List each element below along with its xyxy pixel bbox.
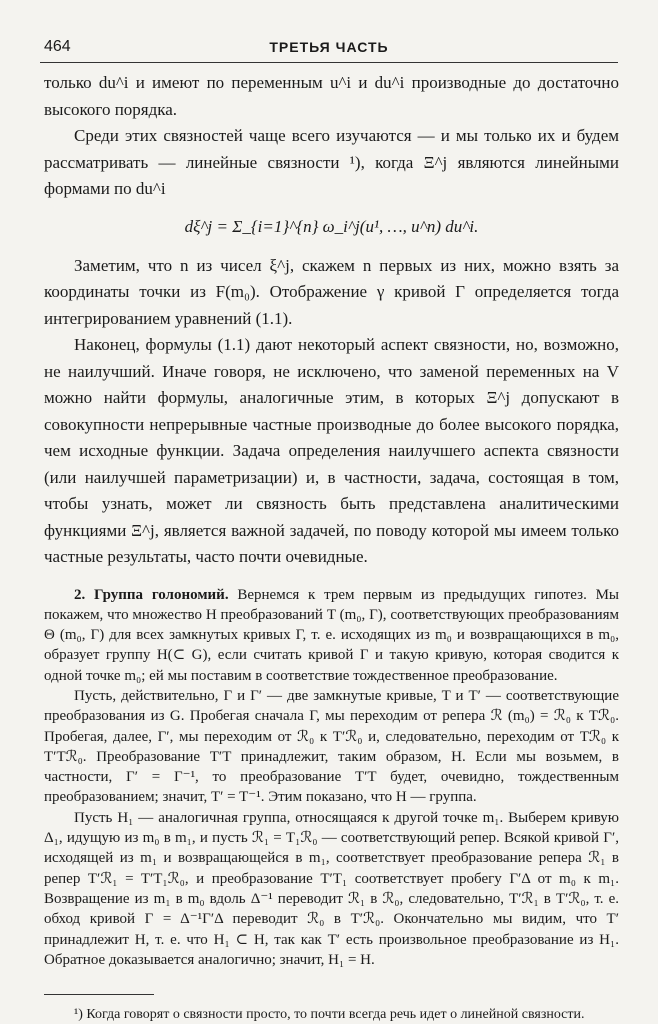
paragraph-1: только du^i и имеют по переменным u^i и du^i производные до достаточно высокого порядка. (44, 73, 619, 119)
paragraph-4: Наконец, формулы (1.1) дают некоторый аспект связности, но, возможно, не наилучший. Иначе говоря, не исключено, что заменой переменных на V можно найти формулы, аналогичные этим, в которых Ξ^j допускают в совокупности непрерывные частные производные до более высокого порядка, чем исходные функции. Задача определения наилучшего аспекта связности (или наилучшей параметризации) и, в частности, задача, состоящая в том, чтобы узнать, может ли связность быть представлена аналитическими функциями Ξ^j, является важной задачей, по поводу которой мы имеем только частные результаты, часто почти очевидные. (44, 335, 619, 566)
section-gap (44, 571, 619, 585)
section-paragraph-2: Пусть, действительно, Γ и Γ′ — две замкнутые кривые, T и T′ — соответствующие преобразования из G. Пробегая сначала Γ, мы переходим от репера ℛ (m₀) = ℛ₀ к Tℛ₀. Пробегая, далее, Γ′, мы переходим от ℛ₀ к T′ℛ₀ и, следовательно, переходим от Tℛ₀ к T′Tℛ₀. Преобразование T′T принадлежит, таким образом, H. Если мы возьмем, в частности, Γ′ = Γ⁻¹, то преобразование T′T будет, очевидно, тождественным преобразованием; значит, T′ = T⁻¹. Этим показано, что H — группа. (44, 687, 619, 806)
footnote: ¹) Когда говорят о связности просто, то почти всегда речь идет о линейной связности. (74, 1007, 585, 1023)
formula: dξ^j = Σ_{i=1}^{n} ω_i^j(u¹, …, u^n) du^i. (184, 216, 479, 236)
paragraph-3: Заметим, что n из чисел ξ^j, скажем n первых из них, можно взять за координаты точки из F(m₀). Отображение γ кривой Γ определяется тогда интегрированием уравнений (1.1). (44, 255, 619, 328)
page-number: 464 (44, 38, 71, 55)
section-paragraph-1 (44, 585, 619, 686)
section-heading: 2. Группа голономий. (74, 586, 229, 603)
page-header (40, 38, 618, 58)
section-text-1: Вернемся к трем первым из предыдущих гипотез. Мы покажем, что множество H преобразований T (m₀, Γ), соответствующих преобразованиям Θ (m₀, Γ) для всех замкнутых кривых Γ, т. е. исходящих из m₀ и возвращающихся в m₀, образует группу H(⊂ G), если считать кривой Γ и такую кривую, которая сводится к одной точке m₀; ей мы поставим в соответствие тождественное преобразование. (44, 586, 619, 684)
page-body (44, 70, 619, 1024)
running-head: ТРЕТЬЯ ЧАСТЬ (269, 39, 389, 55)
paragraph-2: Среди этих связностей чаще всего изучаются — и мы только их и будем рассматривать — линейные связности ¹), когда Ξ^j являются линейными формами по du^i (44, 126, 619, 198)
footnote-rule (44, 994, 154, 995)
section-paragraph-3: Пусть H₁ — аналогичная группа, относящаяся к другой точке m₁. Выберем кривую Δ₁, идущую из m₀ в m₁, и пусть ℛ₁ = T₁ℛ₀ — соответствующий репер. Всякой кривой Γ′, исходящей из m₁ и возвращающейся в m₁, соответствует преобразование репера ℛ₁ в репер T′ℛ₁ = T′T₁ℛ₀, и преобразование T′T₁ соответствует пробегу Γ′Δ от m₀ к m₁. Возвращение из m₁ в m₀ вдоль Δ⁻¹ переводит ℛ₁ в ℛ₀, следовательно, T′ℛ₁ в T′ℛ₀, т. е. обход кривой Γ = Δ⁻¹Γ′Δ переводит ℛ₀ в T′ℛ₀. Окончательно мы видим, что T′ принадлежит H, т. е. что H₁ ⊂ H, так как T′ есть произвольное преобразование из H₁. Обратное доказывается аналогично; значит, H₁ = H. (44, 809, 619, 968)
header-rule (40, 62, 618, 63)
